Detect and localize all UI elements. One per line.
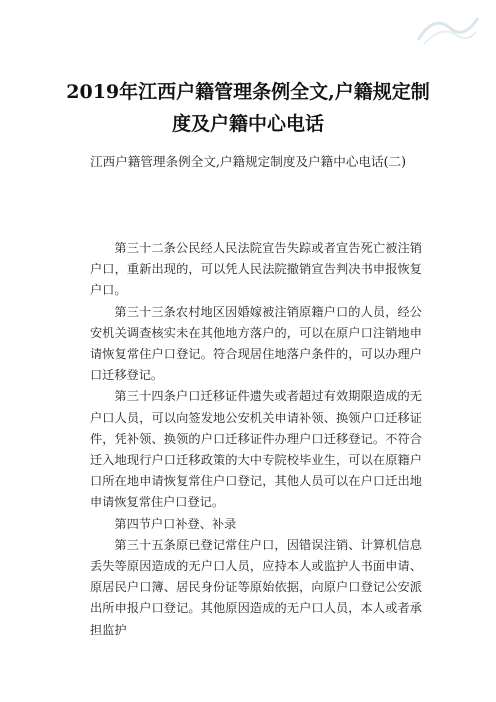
paragraph-article-34: 第三十四条户口迁移证件遗失或者超过有效期限造成的无户口人员，可以向签发地公安机关申请补领、换领户口迁移证件，凭补领、换领的户口迁移证件办理户口迁移登记。不符合迁入地现行户口迁移政策的大中专院校毕业生，可以在原籍户口所在地申请恢复常住户口登记，其他人员可以在户口迁出地申请恢复常住户口登记。: [90, 389, 422, 510]
document-title-line-1: 2019年江西户籍管理条例全文,户籍规定制: [66, 81, 430, 103]
paragraph-article-32: 第三十二条公民经人民法院宣告失踪或者宣告死亡被注销户口，重新出现的，可以凭人民法院撤销宣告判决书申报恢复户口。: [90, 241, 422, 298]
document-subtitle: 江西户籍管理条例全文,户籍规定制度及户籍中心电话(二): [89, 154, 407, 169]
document-title-line-2: 度及户籍中心电话: [171, 113, 324, 135]
section-heading: 第四节户口补登、补录: [114, 516, 237, 531]
document-body: [90, 238, 422, 641]
paragraph-article-35: 第三十五条原已登记常住户口，因错误注销、计算机信息丢失等原因造成的无户口人员，应持本人或监护人书面申请、原居民户口簿、居民身份证等原始依据，向原户口登记公安派出所申报户口登记。其他原因造成的无户口人员，本人或者承担监护: [90, 537, 422, 637]
watermark-logo-icon: [414, 10, 482, 50]
paragraph-article-33: 第三十三条农村地区因婚嫁被注销原籍户口的人员，经公安机关调查核实未在其他地方落户的，可以在原户口注销地申请恢复常住户口登记。符合现居住地落户条件的，可以办理户口迁移登记。: [90, 304, 422, 383]
